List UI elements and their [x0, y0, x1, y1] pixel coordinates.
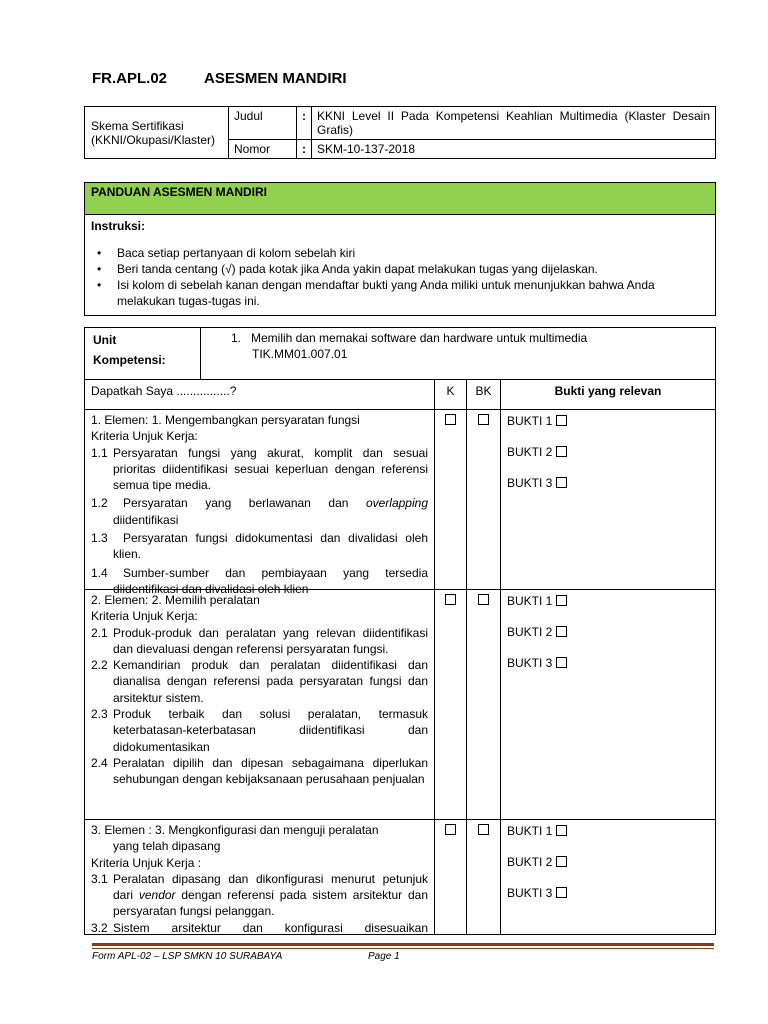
scheme-table [84, 106, 716, 159]
evidence-checkbox[interactable] [556, 657, 567, 668]
element-row [85, 410, 715, 596]
bk-checkbox[interactable] [478, 594, 489, 605]
guide-panel [84, 182, 716, 316]
guide-title: PANDUAN ASESMEN MANDIRI [85, 183, 715, 215]
evidence-label: BUKTI 1 [507, 824, 553, 838]
k-header: K [435, 380, 467, 409]
k-checkbox[interactable] [445, 414, 456, 425]
criterion: 2.3 Produk terbaik dan solusi peralatan, termasuk keterbatasan-keterbatasan diidentifikasi dan didokumentasikan [91, 707, 428, 754]
criterion: 3.1 Peralatan dipasang dan dikonfigurasi menurut petunjuk dari vendor dengan referensi pada sistem arsitektur dan persyaratan fungsi pelanggan. [91, 871, 429, 919]
instructions-label: Instruksi: [91, 219, 146, 233]
judul-label: Judul [229, 107, 297, 140]
bk-header: BK [467, 380, 501, 409]
unit-name: Memilih dan memakai software dan hardware untuk multimedia [251, 331, 588, 345]
instruction-item: • Isi kolom di sebelah kanan dengan mendaftar bukti yang Anda miliki untuk menunjukkan bahwa Anda melakukan tugas-tugas ini. [91, 277, 709, 309]
evidence-label: BUKTI 2 [507, 625, 553, 639]
unit-number: 1. [231, 331, 242, 345]
criterion: 3.2 Sistem arsitektur dan konfigurasi disesuaikan [91, 920, 428, 934]
k-checkbox[interactable] [445, 594, 456, 605]
criterion: 1.1 Persyaratan fungsi yang akurat, komplit dan sesuai prioritas diidentifikasi sesuai keperluan dengan referensi semua tipe media. [91, 445, 428, 493]
evidence-label: BUKTI 2 [507, 445, 553, 459]
assessment-table [84, 327, 716, 935]
element-title: 2. Elemen: 2. Memilih peralatan [91, 593, 260, 607]
criterion: 2.2 Kemandirian produk dan peralatan diidentifikasi dan dianalisa dengan referensi pada persyaratan fungsi dan arsitektur sistem. [91, 658, 428, 705]
evidence-checkbox[interactable] [556, 856, 567, 867]
evidence-label: BUKTI 3 [507, 886, 553, 900]
element-title-cont: yang telah dipasang [113, 839, 221, 854]
criterion: 1.4 Sumber-sumber dan pembiayaan yang tersedia diidentifikasi dan divalidasi oleh klien [91, 565, 428, 596]
evidence-checkbox[interactable] [556, 595, 567, 606]
bk-checkbox[interactable] [478, 824, 489, 835]
evidence-header: Bukti yang relevan [554, 384, 662, 398]
judul-value: KKNI Level II Pada Kompetensi Keahlian Multimedia (Klaster Desain Grafis) [312, 107, 716, 140]
evidence-label: BUKTI 2 [507, 855, 553, 869]
unit-label: Unit Kompetensi: [85, 328, 201, 379]
evidence-checkbox[interactable] [556, 446, 567, 457]
instructions-list [91, 245, 709, 309]
nomor-label: Nomor [229, 140, 297, 159]
kuk-label: Kriteria Unjuk Kerja: [91, 429, 198, 444]
form-code: FR.APL.02 [92, 70, 168, 87]
element-row [85, 820, 715, 934]
footer-form: Form APL-02 – LSP SMKN 10 SURABAYA [92, 951, 283, 962]
footer-rule [92, 943, 714, 946]
kuk-label: Kriteria Unjuk Kerja : [91, 855, 202, 870]
table-header-row [85, 380, 715, 410]
evidence-label: BUKTI 1 [507, 594, 553, 608]
evidence-checkbox[interactable] [556, 887, 567, 898]
evidence-label: BUKTI 1 [507, 414, 553, 428]
evidence-checkbox[interactable] [556, 415, 567, 426]
instruction-item: • Beri tanda centang (√) pada kotak jika Anda yakin dapat melakukan tugas yang dijelaskan. [91, 261, 709, 277]
evidence-label: BUKTI 3 [507, 476, 553, 490]
evidence-label: BUKTI 3 [507, 656, 553, 670]
criterion: 2.4 Peralatan dipilih dan dipesan sebagaimana diperlukan sehubungan dengan kebijaksanaan perusahaan penjualan [91, 755, 428, 787]
form-title [92, 70, 347, 87]
unit-row [85, 328, 715, 380]
nomor-value: SKM-10-137-2018 [312, 140, 716, 159]
question-header: Dapatkah Saya ................? [85, 380, 435, 409]
colon: : [297, 140, 312, 159]
element-title: 3. Elemen : 3. Mengkonfigurasi dan menguji peralatan [91, 823, 379, 837]
instruction-item: • Baca setiap pertanyaan di kolom sebelah kiri [91, 245, 709, 261]
evidence-checkbox[interactable] [556, 825, 567, 836]
kuk-label: Kriteria Unjuk Kerja: [91, 609, 198, 624]
k-checkbox[interactable] [445, 824, 456, 835]
footer [92, 951, 400, 962]
criterion: 2.1 Produk-produk dan peralatan yang relevan diidentifikasi dan dievaluasi dengan referensi persyaratan fungsi. [91, 625, 428, 656]
evidence-checkbox[interactable] [556, 626, 567, 637]
criterion: 1.2 Persyaratan yang berlawanan dan overlapping diidentifikasi [91, 496, 428, 527]
footer-page: Page 1 [368, 951, 400, 962]
element-title: 1. Elemen: 1. Mengembangkan persyaratan fungsi [91, 413, 360, 427]
element-row [85, 590, 715, 820]
scheme-label: Skema Sertifikasi (KKNI/Okupasi/Klaster) [85, 107, 229, 159]
form-heading: ASESMEN MANDIRI [204, 70, 347, 87]
colon: : [297, 107, 312, 140]
unit-code: TIK.MM01.007.01 [252, 347, 348, 361]
evidence-checkbox[interactable] [556, 477, 567, 488]
footer-rule [92, 948, 714, 949]
bk-checkbox[interactable] [478, 414, 489, 425]
criterion: 1.3 Persyaratan fungsi didokumentasi dan divalidasi oleh klien. [91, 531, 428, 562]
